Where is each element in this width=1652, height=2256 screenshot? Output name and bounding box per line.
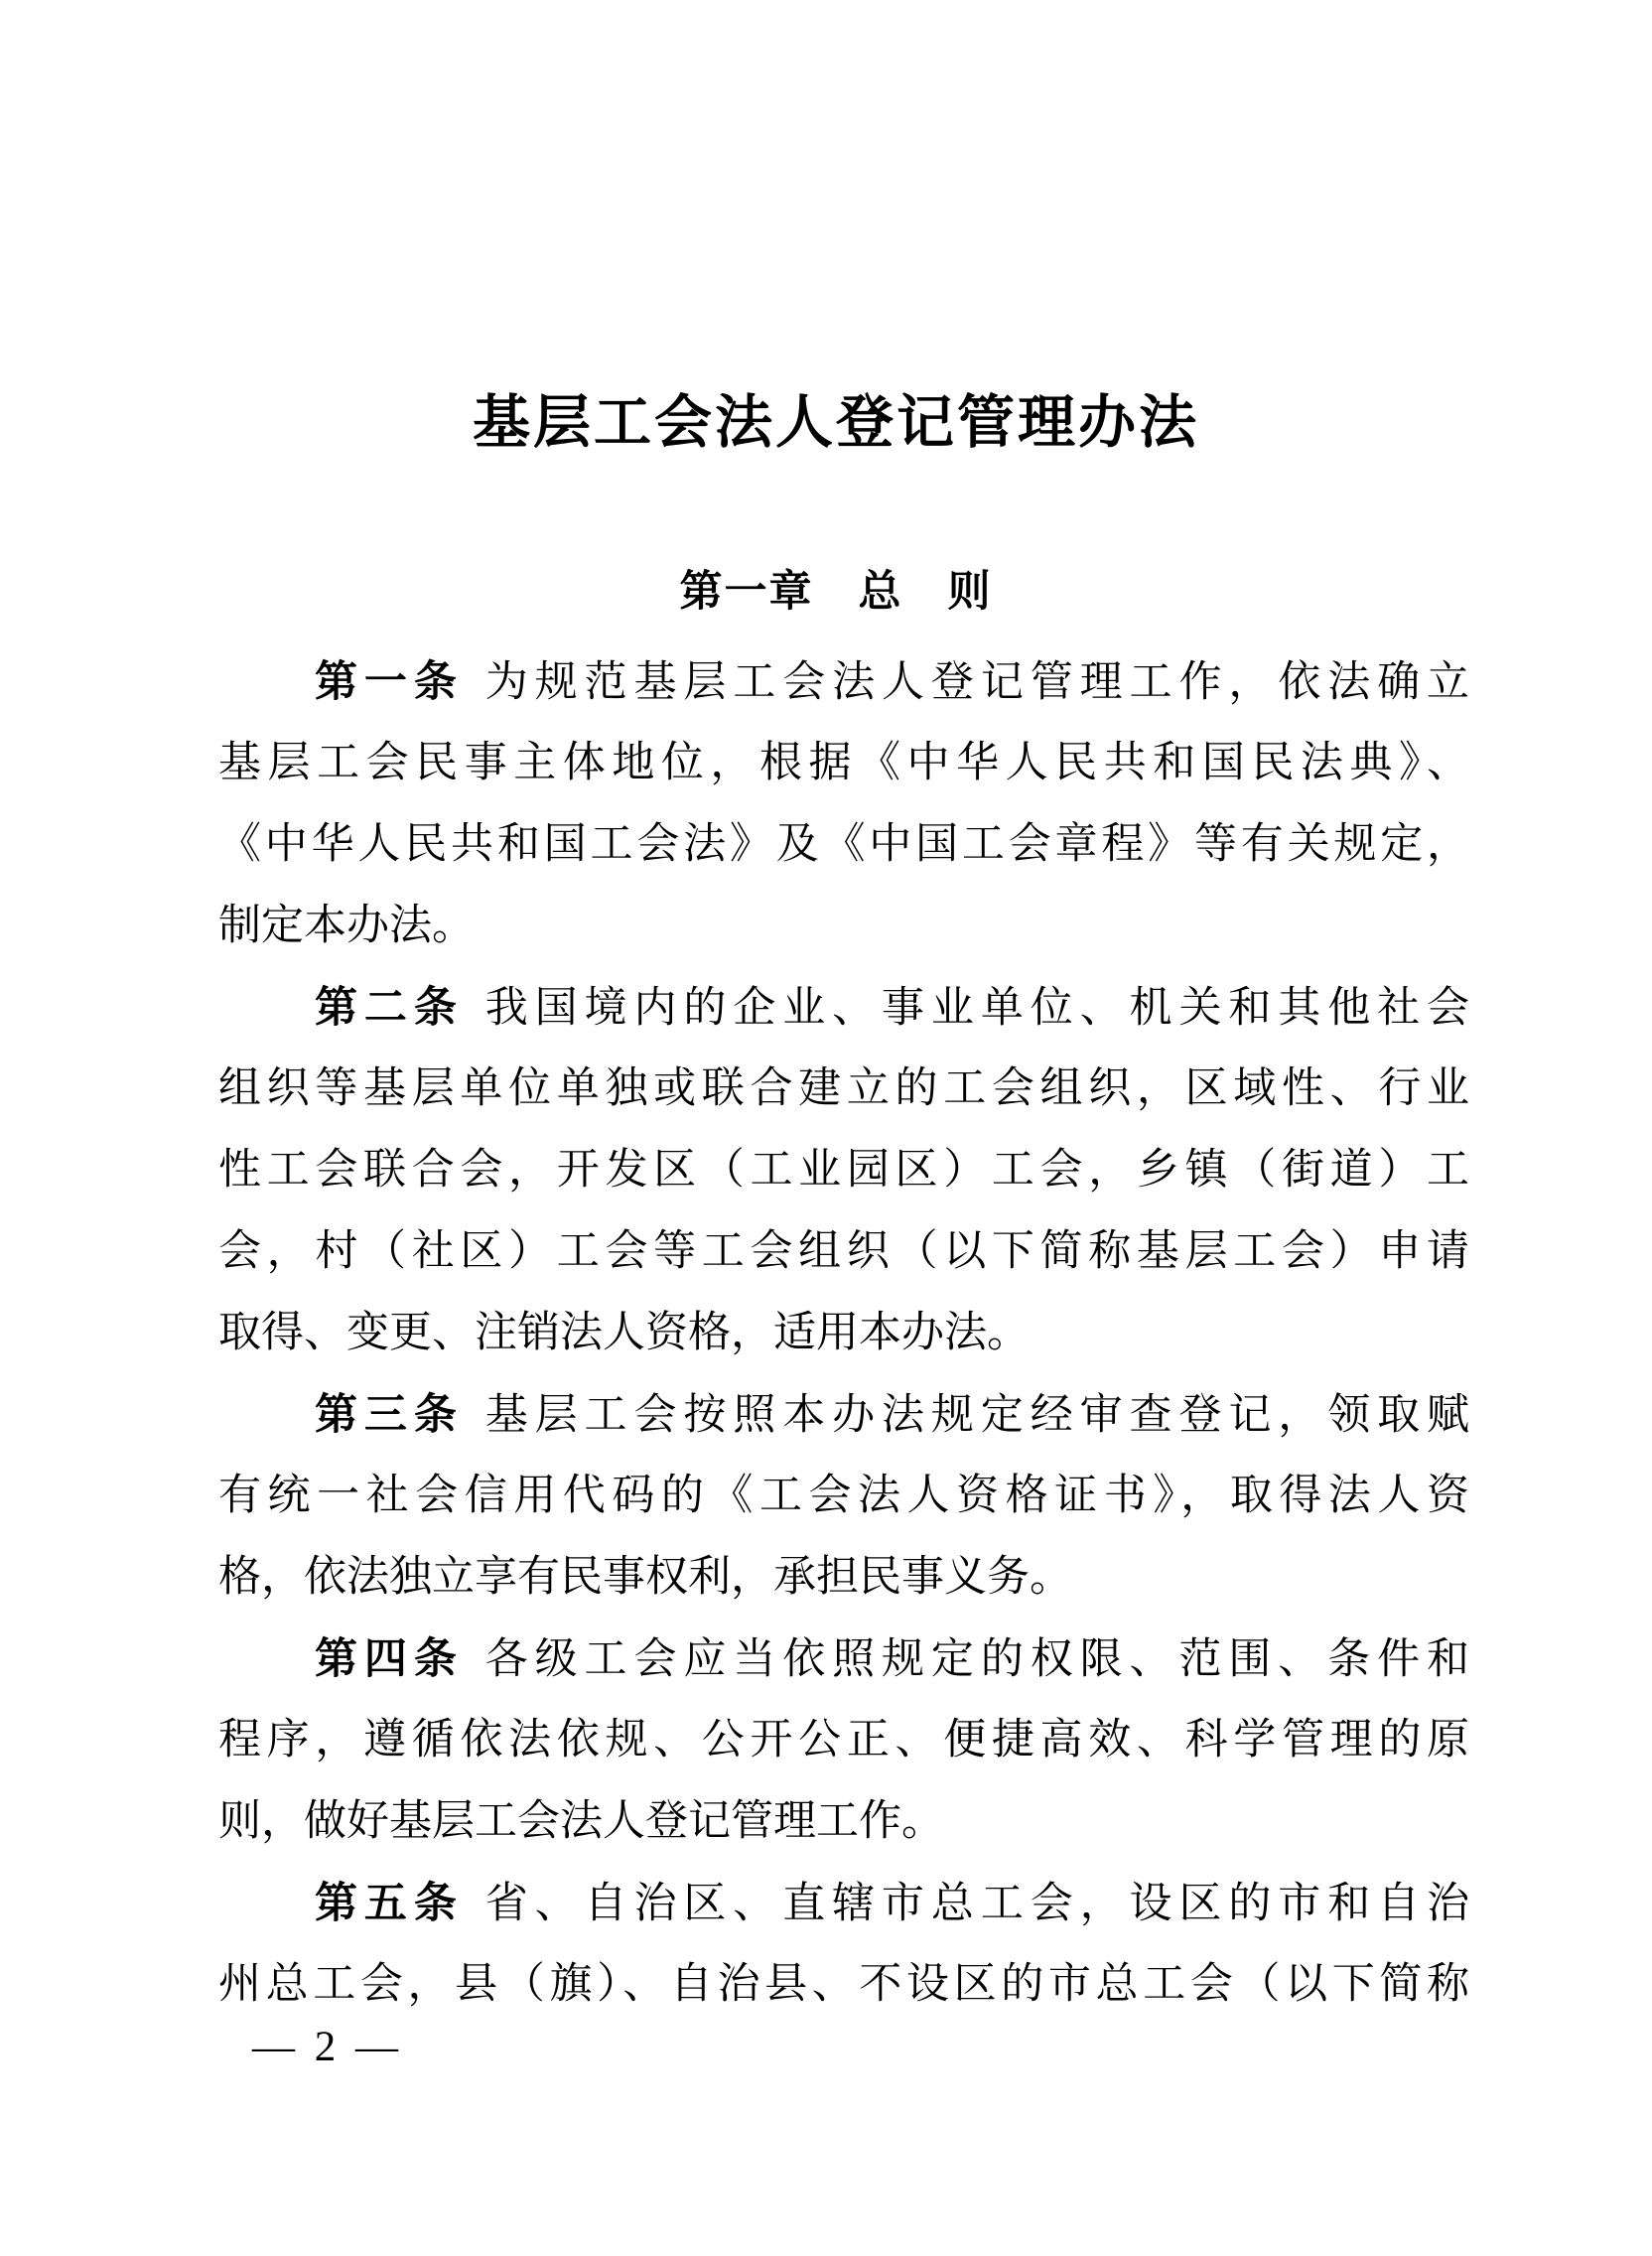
article-5-line-2: 州总工会，县（旗）、自治县、不设区的市总工会（以下简称 — [218, 1961, 1469, 2008]
article-2-text: 我国境内的企业、事业单位、机关和其他社会 — [484, 985, 1470, 1032]
article-1-line-4: 制定本办法。 — [218, 903, 475, 949]
article-2-line-3: 性工会联合会，开发区（工业园区）工会，乡镇（街道）工 — [218, 1147, 1469, 1194]
article-5 — [218, 1863, 1469, 2026]
article-1 — [218, 641, 1469, 967]
article-2-number: 第二条 — [315, 984, 464, 1032]
article-3-number: 第三条 — [315, 1391, 464, 1439]
article-1-number: 第一条 — [315, 658, 464, 706]
article-2-line-1 — [218, 967, 1469, 1049]
document-body — [218, 641, 1469, 2026]
chapter-heading: 第一章 总 则 — [679, 568, 993, 616]
article-2-line-4: 会，村（社区）工会等工会组织（以下简称基层工会）申请 — [218, 1228, 1469, 1275]
article-1-line-3: 《中华人民共和国工会法》及《中国工会章程》等有关规定， — [218, 821, 1469, 868]
article-1-text: 为规范基层工会法人登记管理工作，依法确立 — [484, 659, 1470, 706]
article-2-line-5: 取得、变更、注销法人资格，适用本办法。 — [218, 1310, 1030, 1356]
article-3-line-1 — [218, 1374, 1469, 1456]
article-2 — [218, 967, 1469, 1374]
article-5-text: 省、自治区、直辖市总工会，设区的市和自治 — [484, 1881, 1470, 1927]
article-3-line-2: 有统一社会信用代码的《工会法人资格证书》，取得法人资 — [218, 1473, 1469, 1519]
article-5-number: 第五条 — [315, 1880, 464, 1927]
document-title: 基层工会法人登记管理办法 — [472, 390, 1199, 455]
page-number: — 2 — — [252, 2024, 398, 2070]
article-4-number: 第四条 — [315, 1635, 464, 1683]
article-4-line-2: 程序，遵循依法依规、公开公正、便捷高效、科学管理的原 — [218, 1717, 1469, 1763]
article-4 — [218, 1619, 1469, 1863]
article-4-text: 各级工会应当依照规定的权限、范围、条件和 — [484, 1636, 1470, 1683]
article-1-line-1 — [218, 641, 1469, 723]
article-4-line-3: 则，做好基层工会法人登记管理工作。 — [218, 1798, 944, 1845]
article-2-line-2: 组织等基层单位单独或联合建立的工会组织，区域性、行业 — [218, 1065, 1469, 1112]
article-3-text: 基层工会按照本办法规定经审查登记，领取赋 — [484, 1392, 1470, 1439]
article-3-line-3: 格，依法独立享有民事权利，承担民事义务。 — [218, 1554, 1072, 1601]
article-4-line-1 — [218, 1619, 1469, 1700]
article-3 — [218, 1374, 1469, 1619]
article-1-line-2: 基层工会民事主体地位，根据《中华人民共和国民法典》、 — [218, 740, 1469, 786]
article-5-line-1 — [218, 1863, 1469, 1944]
